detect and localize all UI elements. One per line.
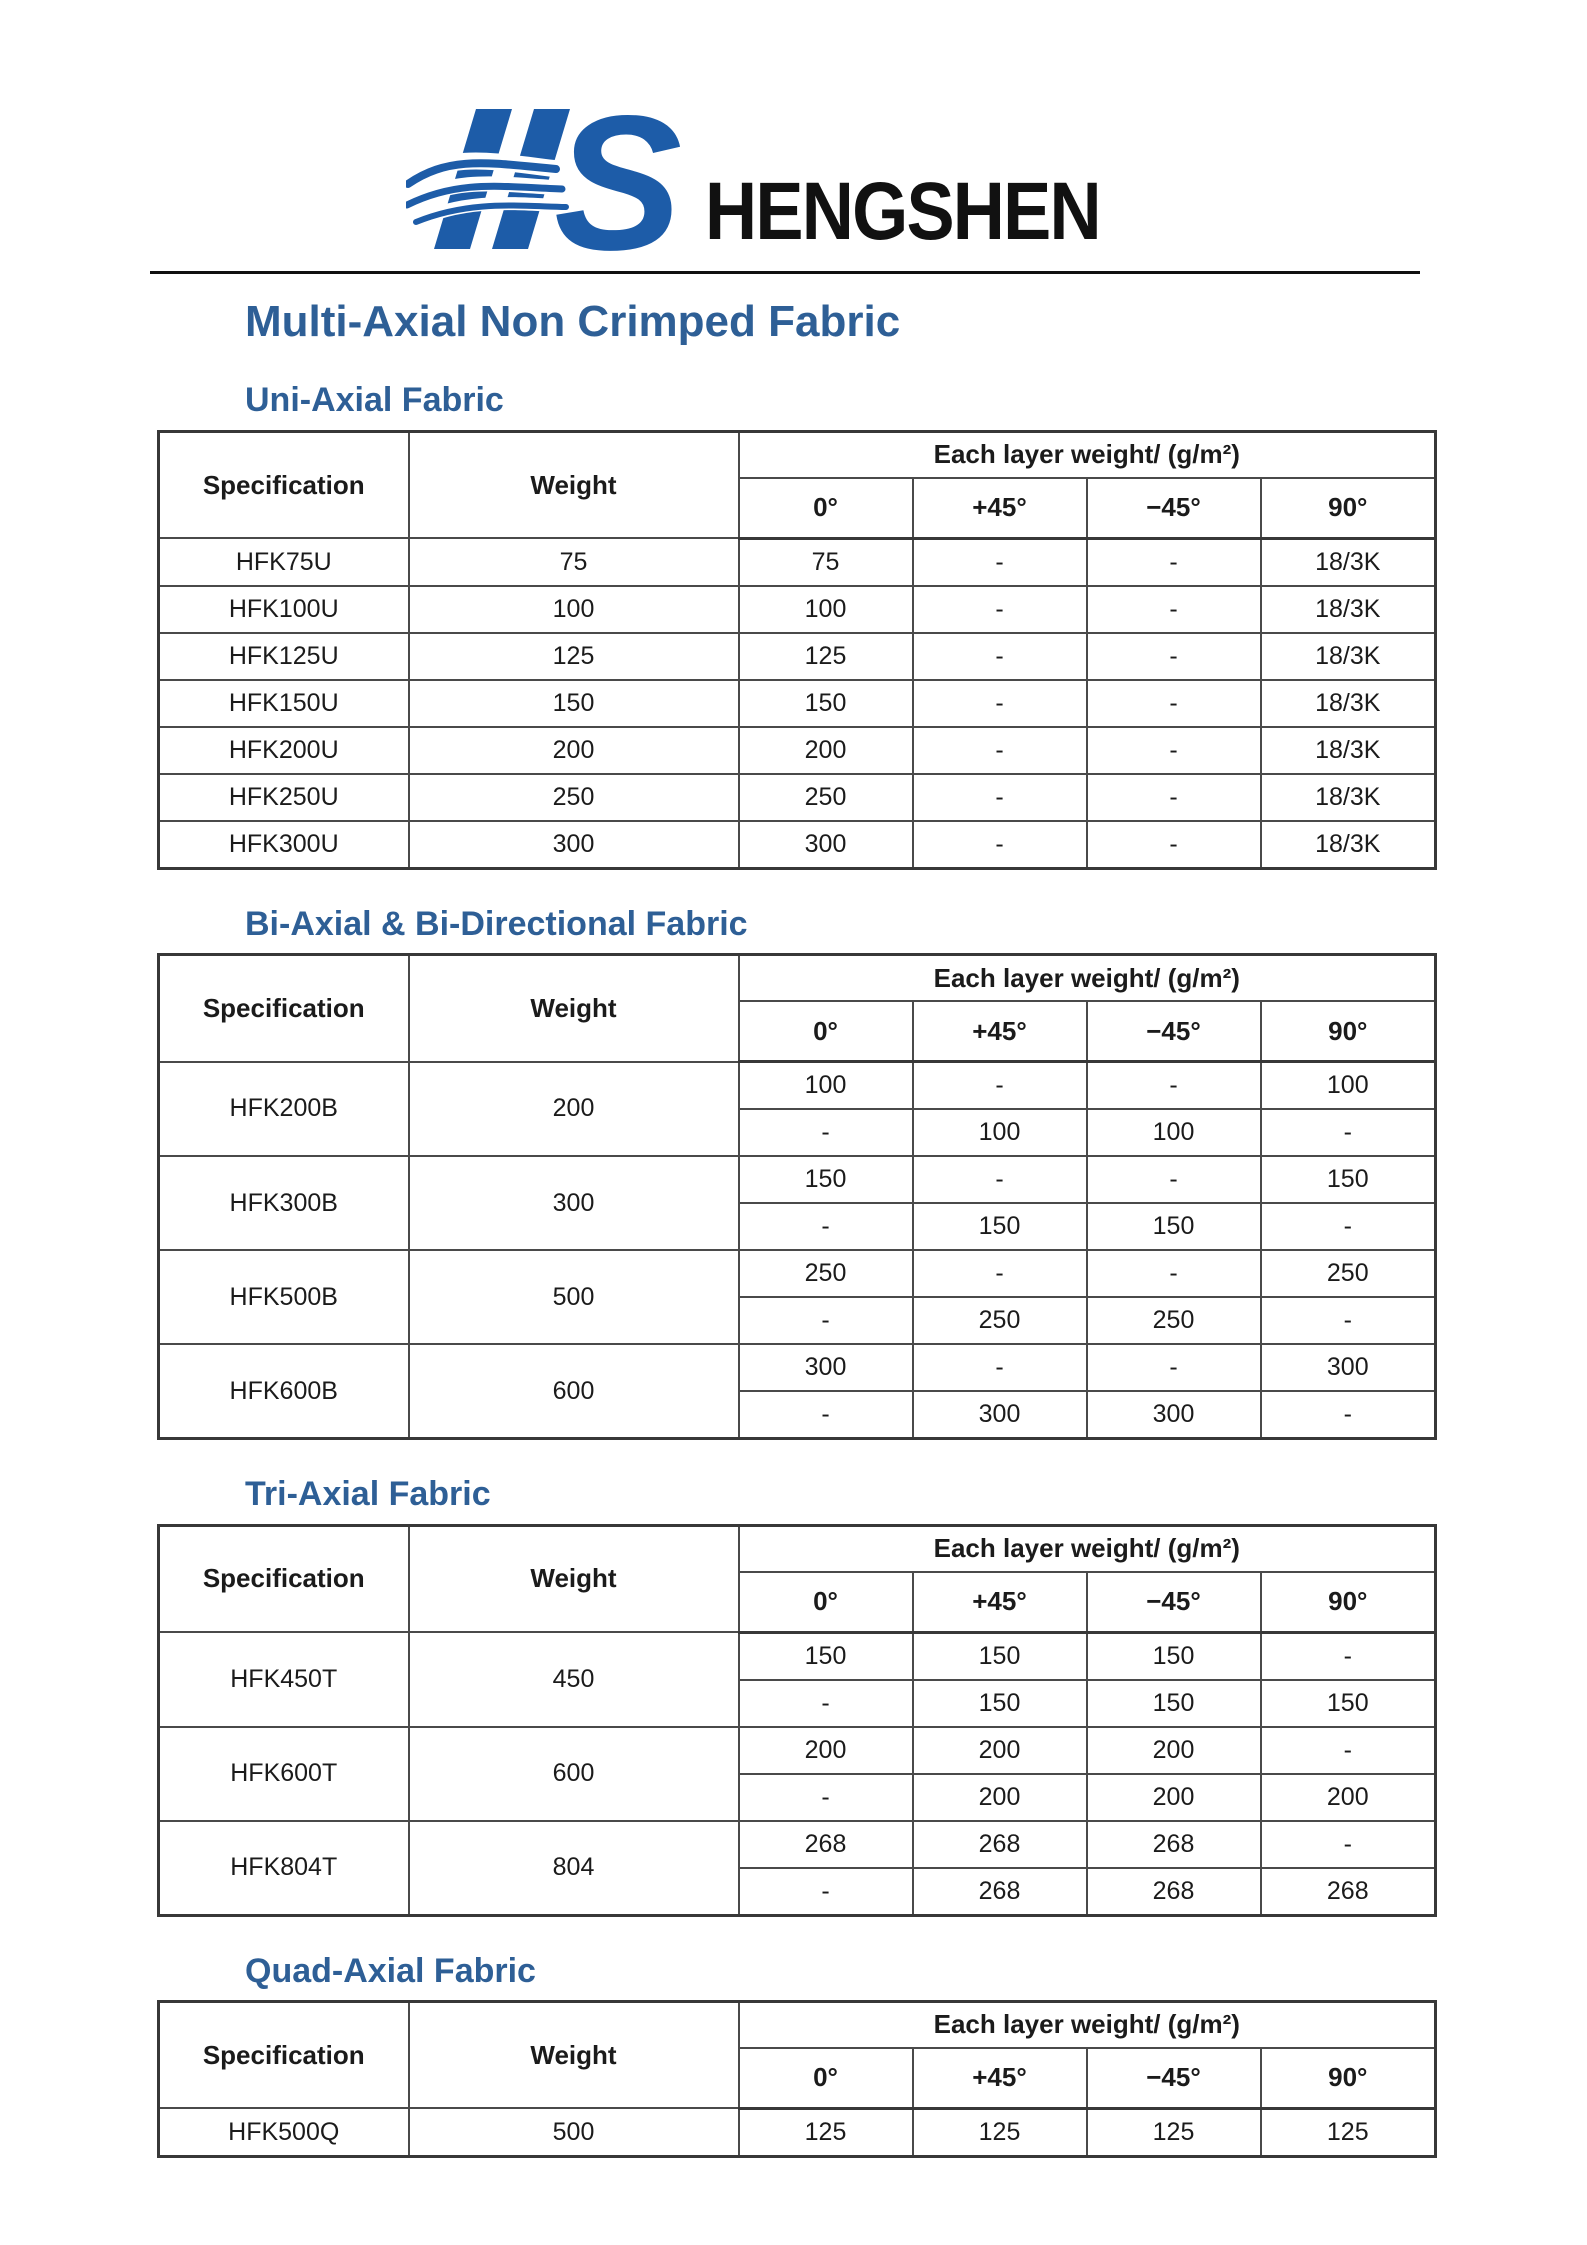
layer-weight-cell: 200 [739,727,913,774]
layer-weight-cell: 200 [1261,1774,1436,1821]
layer-weight-cell: - [1087,1156,1261,1203]
sections [0,382,1587,2158]
layer-weight-cell: 200 [1087,1774,1261,1821]
layer-weight-cell: - [1261,1632,1436,1680]
col-header-layer-weight: Each layer weight/ (g/m²) [739,2001,1436,2048]
layer-weight-cell: 75 [739,538,913,586]
layer-weight-cell: - [913,680,1087,727]
spec-cell: HFK200B [159,1062,409,1157]
layer-weight-cell: - [913,1156,1087,1203]
layer-weight-cell: - [1261,1109,1436,1156]
layer-weight-cell: 150 [913,1632,1087,1680]
table-body [159,2108,1436,2156]
layer-weight-cell: 18/3K [1261,538,1436,586]
layer-weight-cell: - [913,774,1087,821]
spec-cell: HFK804T [159,1821,409,1916]
layer-weight-cell: - [1087,774,1261,821]
brand-name: HENGSHEN [704,166,1100,257]
layer-weight-cell: - [1087,821,1261,869]
col-header-weight: Weight [409,431,739,538]
layer-weight-cell: - [913,1250,1087,1297]
fabric-section [0,1476,1587,1916]
layer-weight-cell: 100 [1261,1062,1436,1110]
header-row-top [159,1525,1436,1572]
table-row [159,1156,1436,1203]
layer-weight-cell: 18/3K [1261,633,1436,680]
layer-weight-cell: 300 [913,1391,1087,1439]
section-heading: Tri-Axial Fabric [245,1475,491,1514]
layer-weight-cell: 100 [913,1109,1087,1156]
spec-cell: HFK600B [159,1344,409,1439]
layer-weight-cell: - [1087,586,1261,633]
layer-weight-cell: - [1261,1297,1436,1344]
layer-weight-cell: 268 [1087,1821,1261,1868]
layer-weight-cell: 150 [1087,1203,1261,1250]
layer-weight-cell: 150 [739,1156,913,1203]
table-row [159,538,1436,586]
layer-weight-cell: - [913,821,1087,869]
col-header-angle: 90° [1261,1001,1436,1062]
table-row [159,680,1436,727]
layer-weight-cell: - [913,1062,1087,1110]
layer-weight-cell: 268 [913,1868,1087,1916]
spec-cell: HFK150U [159,680,409,727]
spec-cell: HFK450T [159,1632,409,1727]
col-header-layer-weight: Each layer weight/ (g/m²) [739,431,1436,478]
col-header-specification: Specification [159,2001,409,2108]
weight-cell: 75 [409,538,739,586]
hs-monogram-icon [406,103,691,255]
layer-weight-cell: 250 [1261,1250,1436,1297]
layer-weight-cell: 250 [739,1250,913,1297]
layer-weight-cell: - [739,1868,913,1916]
layer-weight-cell: 100 [1087,1109,1261,1156]
layer-weight-cell: - [1087,1250,1261,1297]
logo-s: S [553,103,682,255]
layer-weight-cell: 300 [1087,1391,1261,1439]
table-row [159,1250,1436,1297]
header-divider [150,271,1420,274]
section-heading: Bi-Axial & Bi-Directional Fabric [245,904,748,943]
table-row [159,727,1436,774]
layer-weight-cell: 125 [739,2108,913,2156]
fabric-table [157,1524,1437,1917]
layer-weight-cell: 18/3K [1261,821,1436,869]
col-header-layer-weight: Each layer weight/ (g/m²) [739,955,1436,1002]
fabric-table [157,2000,1437,2158]
layer-weight-cell: - [1261,1727,1436,1774]
layer-weight-cell: - [739,1203,913,1250]
layer-weight-cell: 18/3K [1261,774,1436,821]
col-header-angle: +45° [913,2048,1087,2109]
layer-weight-cell: 18/3K [1261,680,1436,727]
layer-weight-cell: 125 [1261,2108,1436,2156]
col-header-angle: +45° [913,1001,1087,1062]
layer-weight-cell: 250 [913,1297,1087,1344]
header-row-top [159,955,1436,1002]
layer-weight-cell: 150 [913,1680,1087,1727]
layer-weight-cell: 18/3K [1261,727,1436,774]
header-row-top [159,431,1436,478]
spec-cell: HFK75U [159,538,409,586]
spec-cell: HFK200U [159,727,409,774]
spec-cell: HFK600T [159,1727,409,1821]
layer-weight-cell: - [913,1344,1087,1391]
table-row [159,821,1436,869]
layer-weight-cell: 200 [913,1774,1087,1821]
section-heading: Uni-Axial Fabric [245,381,504,420]
layer-weight-cell: 150 [739,1632,913,1680]
weight-cell: 600 [409,1727,739,1821]
col-header-angle: +45° [913,478,1087,539]
col-header-weight: Weight [409,2001,739,2108]
col-header-angle: 0° [739,1001,913,1062]
weight-cell: 804 [409,1821,739,1916]
table-row [159,586,1436,633]
layer-weight-cell: 100 [739,1062,913,1110]
fabric-section [0,382,1587,869]
weight-cell: 500 [409,1250,739,1344]
page-title: Multi-Axial Non Crimped Fabric [245,297,901,346]
table-row [159,1062,1436,1110]
layer-weight-cell: - [1087,727,1261,774]
weight-cell: 200 [409,727,739,774]
table-row [159,1727,1436,1774]
fabric-table [157,953,1437,1440]
spec-cell: HFK250U [159,774,409,821]
layer-weight-cell: 250 [1087,1297,1261,1344]
layer-weight-cell: 200 [739,1727,913,1774]
weight-cell: 500 [409,2108,739,2156]
weight-cell: 600 [409,1344,739,1439]
layer-weight-cell: 300 [739,821,913,869]
spec-cell: HFK300B [159,1156,409,1250]
layer-weight-cell: 150 [1087,1632,1261,1680]
layer-weight-cell: - [913,633,1087,680]
table-row [159,1344,1436,1391]
spec-cell: HFK300U [159,821,409,869]
company-logo [0,0,1573,255]
layer-weight-cell: - [1087,680,1261,727]
layer-weight-cell: 268 [1087,1868,1261,1916]
layer-weight-cell: 200 [913,1727,1087,1774]
layer-weight-cell: 300 [739,1344,913,1391]
layer-weight-cell: - [739,1391,913,1439]
layer-weight-cell: 268 [739,1821,913,1868]
table-body [159,1062,1436,1439]
layer-weight-cell: - [1087,633,1261,680]
weight-cell: 450 [409,1632,739,1727]
col-header-angle: −45° [1087,1001,1261,1062]
spec-cell: HFK100U [159,586,409,633]
weight-cell: 300 [409,1156,739,1250]
layer-weight-cell: 268 [1261,1868,1436,1916]
table-body [159,1632,1436,1915]
col-header-weight: Weight [409,1525,739,1632]
spec-cell: HFK500Q [159,2108,409,2156]
fabric-section [0,906,1587,1440]
col-header-angle: 90° [1261,1572,1436,1633]
col-header-angle: 0° [739,2048,913,2109]
layer-weight-cell: - [739,1774,913,1821]
layer-weight-cell: - [1261,1821,1436,1868]
layer-weight-cell: - [739,1680,913,1727]
col-header-angle: 90° [1261,2048,1436,2109]
weight-cell: 200 [409,1062,739,1157]
layer-weight-cell: 150 [1261,1156,1436,1203]
col-header-specification: Specification [159,1525,409,1632]
layer-weight-cell: 18/3K [1261,586,1436,633]
layer-weight-cell: 250 [739,774,913,821]
col-header-angle: −45° [1087,2048,1261,2109]
layer-weight-cell: 100 [739,586,913,633]
header-row-top [159,2001,1436,2048]
layer-weight-cell: 300 [1261,1344,1436,1391]
table-row [159,774,1436,821]
layer-weight-cell: - [1261,1391,1436,1439]
col-header-angle: −45° [1087,1572,1261,1633]
col-header-angle: 90° [1261,478,1436,539]
layer-weight-cell: 125 [913,2108,1087,2156]
layer-weight-cell: - [1087,1062,1261,1110]
col-header-specification: Specification [159,955,409,1062]
col-header-angle: 0° [739,1572,913,1633]
layer-weight-cell: 150 [1087,1680,1261,1727]
col-header-weight: Weight [409,955,739,1062]
spec-cell: HFK500B [159,1250,409,1344]
weight-cell: 150 [409,680,739,727]
fabric-section [0,1953,1587,2158]
weight-cell: 125 [409,633,739,680]
layer-weight-cell: 200 [1087,1727,1261,1774]
layer-weight-cell: 150 [739,680,913,727]
spec-cell: HFK125U [159,633,409,680]
col-header-layer-weight: Each layer weight/ (g/m²) [739,1525,1436,1572]
table-row [159,1821,1436,1868]
weight-cell: 100 [409,586,739,633]
layer-weight-cell: 125 [1087,2108,1261,2156]
layer-weight-cell: - [1261,1203,1436,1250]
layer-weight-cell: 150 [1261,1680,1436,1727]
table-row [159,633,1436,680]
fabric-table [157,430,1437,870]
weight-cell: 300 [409,821,739,869]
table-row [159,2108,1436,2156]
table-row [159,1632,1436,1680]
col-header-angle: 0° [739,478,913,539]
layer-weight-cell: - [1087,1344,1261,1391]
layer-weight-cell: 150 [913,1203,1087,1250]
col-header-angle: +45° [913,1572,1087,1633]
weight-cell: 250 [409,774,739,821]
layer-weight-cell: - [1087,538,1261,586]
layer-weight-cell: - [739,1297,913,1344]
layer-weight-cell: - [913,586,1087,633]
layer-weight-cell: 125 [739,633,913,680]
layer-weight-cell: - [913,538,1087,586]
col-header-angle: −45° [1087,478,1261,539]
layer-weight-cell: - [739,1109,913,1156]
layer-weight-cell: - [913,727,1087,774]
table-body [159,538,1436,868]
layer-weight-cell: 268 [913,1821,1087,1868]
col-header-specification: Specification [159,431,409,538]
section-heading: Quad-Axial Fabric [245,1951,536,1990]
